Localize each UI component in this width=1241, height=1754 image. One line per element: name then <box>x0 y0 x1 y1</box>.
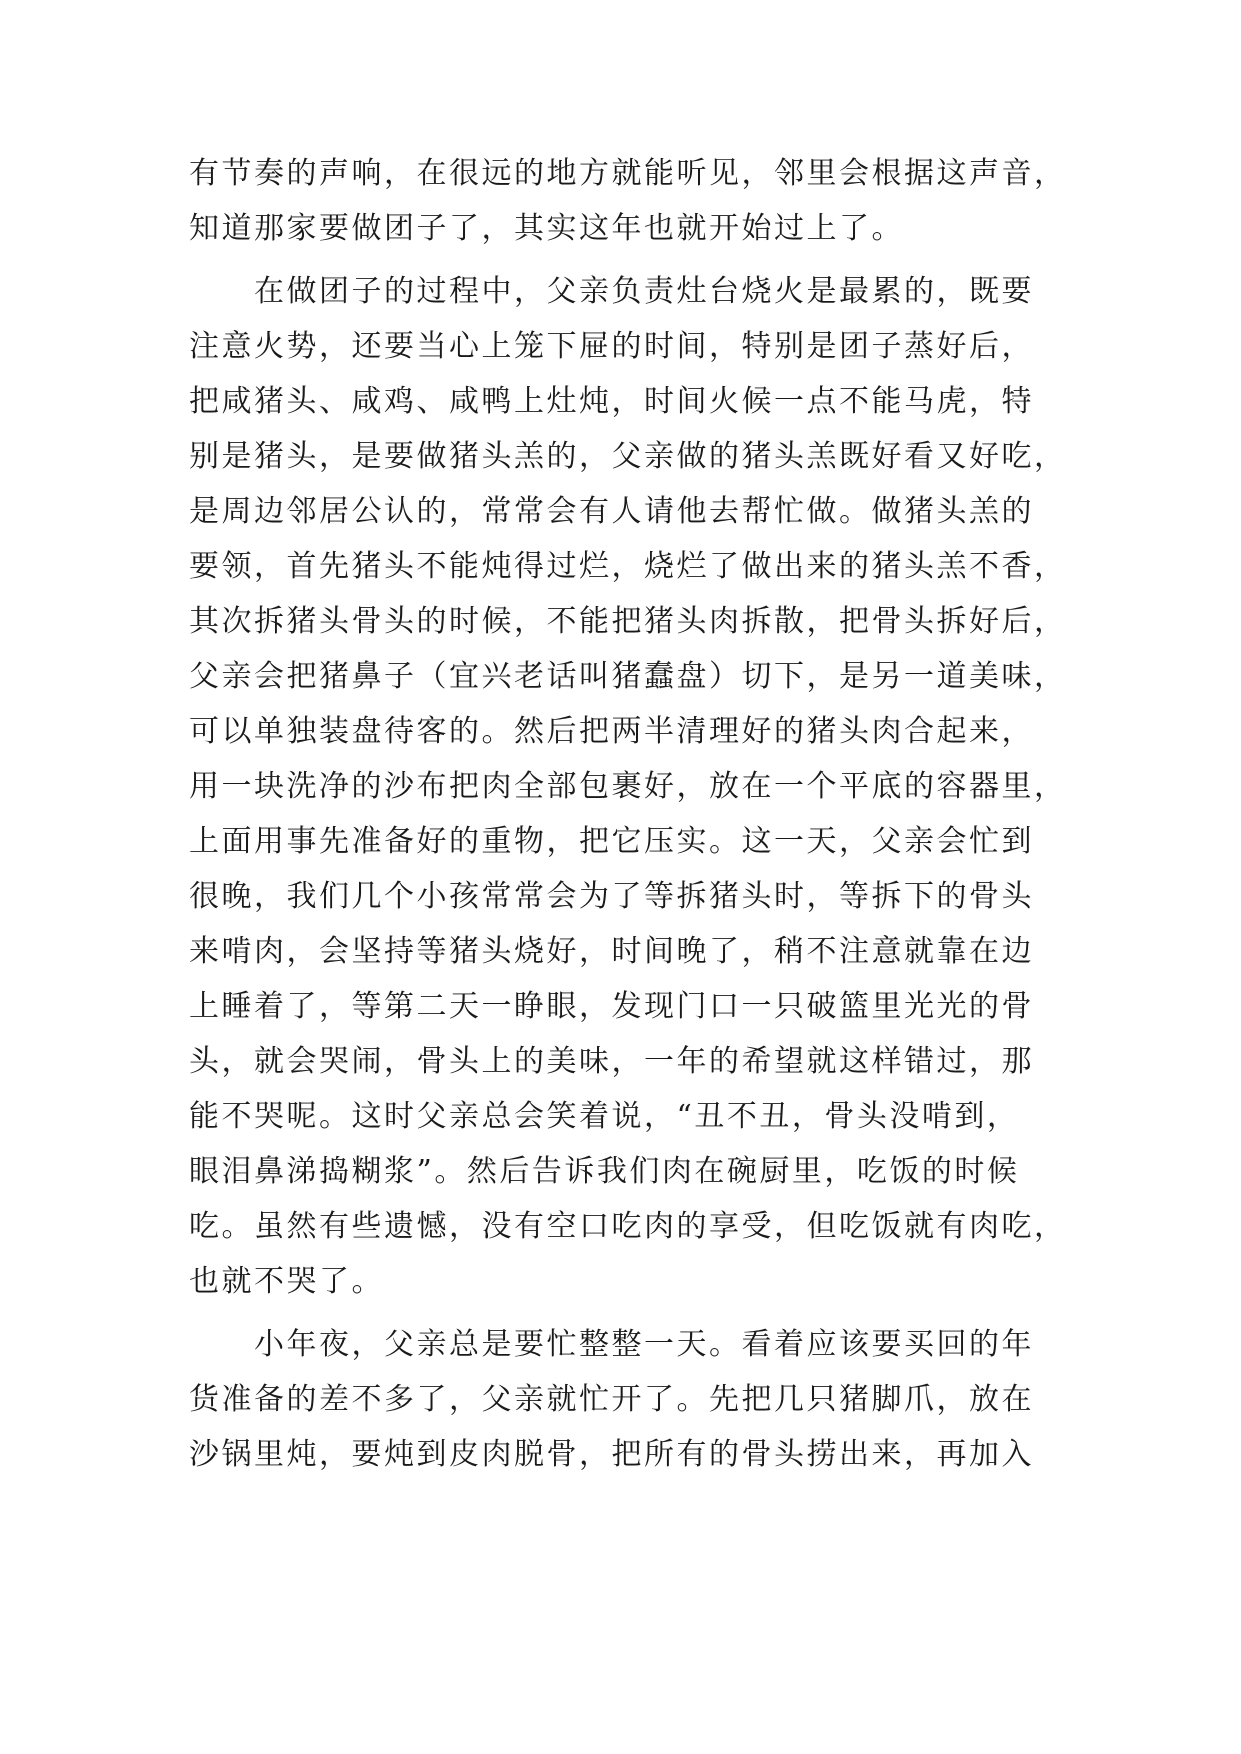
text-line: 能不哭呢。这时父亲总会笑着说，“丑不丑，骨头没啃到， <box>189 1099 1020 1134</box>
text-line: 是周边邻居公认的，常常会有人请他去帮忙做。做猪头羔的 <box>189 494 1034 529</box>
text-line: 沙锅里炖，要炖到皮肉脱骨，把所有的骨头捞出来，再加入 <box>189 1437 1034 1472</box>
text-line: 在做团子的过程中，父亲负责灶台烧火是最累的，既要 <box>189 274 1034 309</box>
text-line: 要领，首先猪头不能炖得过烂，烧烂了做出来的猪头羔不香， <box>189 549 1067 584</box>
text-line: 上睡着了，等第二天一睁眼，发现门口一只破篮里光光的骨 <box>189 989 1034 1024</box>
text-line: 来啃肉，会坚持等猪头烧好，时间晚了，稍不注意就靠在边 <box>189 934 1034 969</box>
text-line: 头，就会哭闹，骨头上的美味，一年的希望就这样错过，那 <box>189 1044 1034 1079</box>
text-line: 也就不哭了。 <box>189 1264 384 1299</box>
text-line: 注意火势，还要当心上笼下屉的时间，特别是团子蒸好后， <box>189 329 1034 364</box>
text-line: 可以单独装盘待客的。然后把两半清理好的猪头肉合起来， <box>189 714 1034 749</box>
text-line: 很晚，我们几个小孩常常会为了等拆猪头时，等拆下的骨头 <box>189 879 1034 914</box>
paragraph-spacing <box>189 1309 1049 1317</box>
text-line: 上面用事先准备好的重物，把它压实。这一天，父亲会忙到 <box>189 824 1034 859</box>
text-line: 把咸猪头、咸鸡、咸鸭上灶炖，时间火候一点不能马虎，特 <box>189 384 1034 419</box>
paragraph-2 <box>189 264 1067 1309</box>
paragraph-3 <box>189 1317 1049 1482</box>
text-line: 父亲会把猪鼻子（宜兴老话叫猪蠢盘）切下，是另一道美味， <box>189 659 1067 694</box>
text-line: 有节奏的声响，在很远的地方就能听见，邻里会根据这声音， <box>189 156 1067 191</box>
text-line: 知道那家要做团子了，其实这年也就开始过上了。 <box>189 211 904 246</box>
text-line: 用一块洗净的沙布把肉全部包裹好，放在一个平底的容器里， <box>189 769 1067 804</box>
text-line: 吃。虽然有些遗憾，没有空口吃肉的享受，但吃饭就有肉吃， <box>189 1209 1067 1244</box>
text-line: 货准备的差不多了，父亲就忙开了。先把几只猪脚爪，放在 <box>189 1382 1034 1417</box>
paragraph-spacing <box>189 256 1049 264</box>
text-line: 其次拆猪头骨头的时候，不能把猪头肉拆散，把骨头拆好后， <box>189 604 1067 639</box>
text-line: 别是猪头，是要做猪头羔的，父亲做的猪头羔既好看又好吃， <box>189 439 1067 474</box>
text-line: 眼泪鼻涕捣糊浆”。然后告诉我们肉在碗厨里，吃饭的时候 <box>189 1154 1020 1189</box>
text-line: 小年夜，父亲总是要忙整整一天。看着应该要买回的年 <box>189 1327 1034 1362</box>
paragraph-1 <box>189 146 1067 256</box>
body-text <box>189 146 1067 1482</box>
